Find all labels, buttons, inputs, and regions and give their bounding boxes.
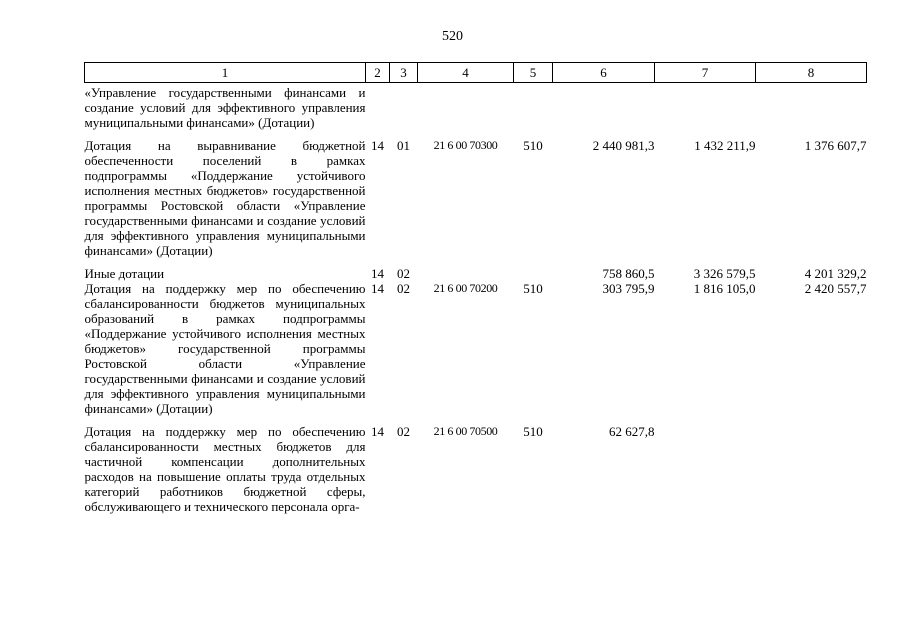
cell-amount-7: 1 432 211,9 [694,138,756,153]
cell-section: 14 [371,266,384,281]
cell-target-article [418,83,514,139]
table-row [85,281,867,424]
table-row [85,138,867,266]
cell-target-article: 21 6 00 70500 [433,424,498,438]
cell-section: 14 [371,138,384,153]
row-description: Иные дотации [84,266,165,281]
cell-expense-type: 510 [523,138,543,153]
cell-target-article: 21 6 00 70200 [433,281,498,295]
budget-table [84,62,867,514]
row-description: Дотация на поддержку мер по обеспечению сбалансированности местных бюджетов для частичной компенсации дополнительных расходов на повышение оплаты труда отдельных категорий работников бюджетной сферы, обслуживающего и технического персонала орга- [84,424,366,514]
cell-amount-8 [756,424,867,514]
cell-expense-type: 510 [523,424,543,439]
cell-section [366,83,390,139]
column-header: 4 [418,63,514,83]
page-number: 520 [442,29,463,44]
column-header: 6 [553,63,655,83]
cell-target-article: 21 6 00 70300 [433,138,498,152]
cell-amount-6: 303 795,9 [602,281,655,296]
column-header: 2 [366,63,390,83]
cell-amount-7 [655,424,756,514]
cell-amount-6: 758 860,5 [602,266,655,281]
column-header: 5 [514,63,553,83]
cell-subsection: 02 [397,266,410,281]
cell-expense-type [514,266,553,281]
column-header: 3 [390,63,418,83]
cell-subsection: 01 [397,138,410,153]
cell-amount-6: 62 627,8 [609,424,655,439]
cell-amount-7: 3 326 579,5 [693,266,756,281]
row-description: Дотация на поддержку мер по обеспечению сбалансированности бюджетов муниципальных образований в рамках подпрограммы «Поддержание устойчивого исполнения местных бюджетов» государственной программы Ростовской области «Управление государственными финансами и создание условий для эффективного управления муниципальными финансами» (Дотации) [84,281,366,416]
cell-expense-type [514,83,553,139]
cell-amount-8 [756,83,867,139]
cell-subsection: 02 [397,281,410,296]
row-description: «Управление государственными финансами и создание условий для эффективного управления муниципальными финансами» (Дотации) [84,85,366,130]
column-header: 8 [756,63,867,83]
cell-amount-8: 2 420 557,7 [804,281,867,296]
column-header: 7 [655,63,756,83]
table-header-row [85,63,867,83]
cell-section: 14 [371,424,384,439]
cell-amount-8: 1 376 607,7 [804,138,867,153]
row-description: Дотация на выравнивание бюджетной обеспеченности поселений в рамках подпрограммы «Поддержание устойчивого исполнения местных бюджетов» государственной программы Ростовской области «Управление государственными финансами и создание условий для эффективного управления муниципальными финансами» (Дотации) [84,138,366,258]
table-row [85,424,867,514]
cell-amount-6 [553,83,655,139]
cell-amount-6: 2 440 981,3 [592,138,655,153]
cell-amount-7 [655,83,756,139]
cell-subsection: 02 [397,424,410,439]
table-row [85,266,867,281]
cell-target-article [418,266,514,281]
cell-section: 14 [371,281,384,296]
cell-amount-8: 4 201 329,2 [804,266,867,281]
cell-amount-7: 1 816 105,0 [693,281,756,296]
cell-subsection [390,83,418,139]
cell-expense-type: 510 [523,281,543,296]
column-header: 1 [85,63,366,83]
table-row [85,83,867,139]
